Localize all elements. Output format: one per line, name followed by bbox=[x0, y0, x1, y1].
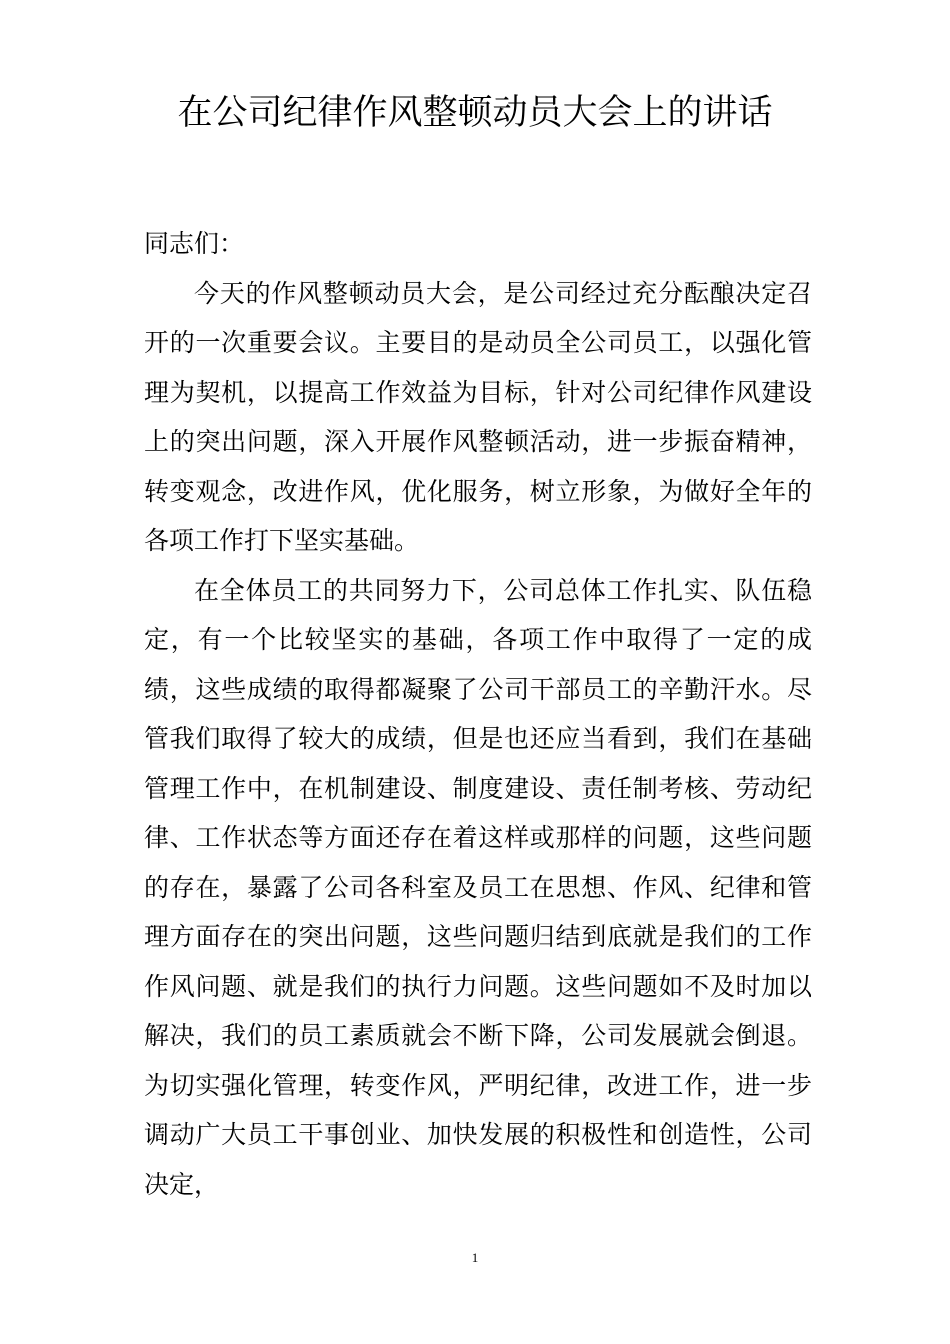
salutation: 同志们： bbox=[144, 229, 245, 258]
document-body bbox=[144, 219, 812, 1209]
paragraph-1: 今天的作风整顿动员大会，是公司经过充分酝酿决定召开的一次重要会议。主要目的是动员全公司员工，以强化管理为契机，以提高工作效益为目标，针对公司纪律作风建设上的突出问题，深入开展作风整顿活动，进一步振奋精神，转变观念，改进作风，优化服务，树立形象，为做好全年的各项工作打下坚实基础。 bbox=[144, 278, 812, 555]
paragraph-2: 在全体员工的共同努力下，公司总体工作扎实、队伍稳定，有一个比较坚实的基础，各项工作中取得了一定的成绩，这些成绩的取得都凝聚了公司干部员工的辛勤汗水。尽管我们取得了较大的成绩，但是也还应当看到，我们在基础管理工作中，在机制建设、制度建设、责任制考核、劳动纪律、工作状态等方面还存在着这样或那样的问题，这些问题的存在，暴露了公司各科室及员工在思想、作风、纪律和管理方面存在的突出问题，这些问题归结到底就是我们的工作作风问题、就是我们的执行力问题。这些问题如不及时加以解决，我们的员工素质就会不断下降，公司发展就会倒退。为切实强化管理，转变作风，严明纪律，改进工作，进一步调动广大员工干事创业、加快发展的积极性和创造性，公司决定， bbox=[144, 575, 812, 1199]
page-number: 1 bbox=[471, 1250, 479, 1265]
document-title: 在公司纪律作风整顿动员大会上的讲话 bbox=[177, 93, 773, 133]
